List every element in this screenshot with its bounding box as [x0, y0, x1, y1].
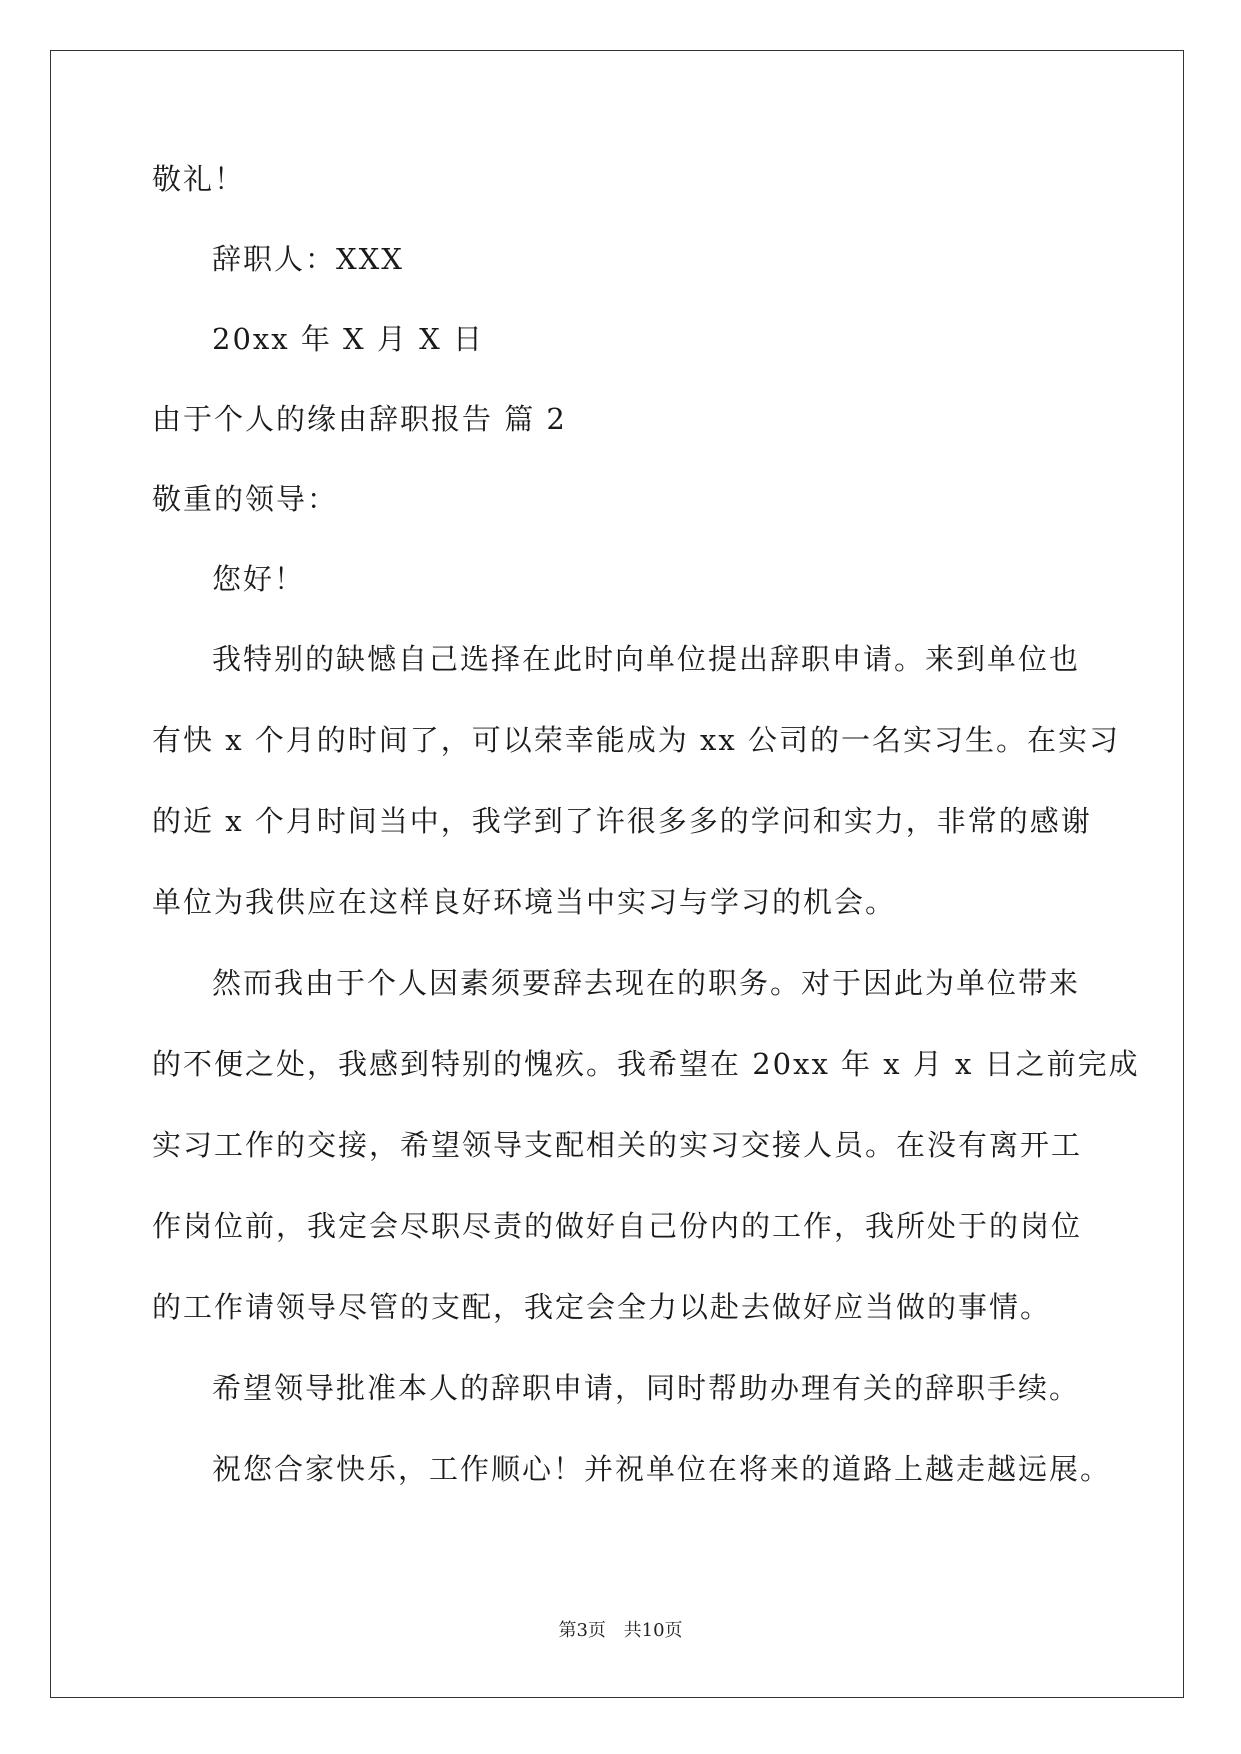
- paragraph-4: [152, 1450, 1112, 1488]
- paragraph-line: 的不便之处，我感到特别的愧疚。我希望在 20xx 年 x 月 x 日之前完成: [152, 1047, 1140, 1081]
- hello-line: 您好！: [212, 562, 306, 596]
- paragraph-line: 有快 x 个月的时间了，可以荣幸能成为 xx 公司的一名实习生。在实习: [152, 723, 1120, 757]
- paragraph-line: 我特别的缺憾自己选择在此时向单位提出辞职申请。来到单位也: [212, 642, 1081, 676]
- closing-salute: 敬礼！: [152, 162, 246, 196]
- page-total: 共10页: [623, 1620, 683, 1641]
- paragraph-line: 的工作请领导尽管的支配，我定会全力以赴去做好应当做的事情。: [152, 1290, 1052, 1324]
- date-line: 20xx 年 X 月 X 日: [212, 322, 484, 356]
- paragraph-line: 祝您合家快乐，工作顺心！并祝单位在将来的道路上越走越远展。: [212, 1452, 1112, 1486]
- document-body: [152, 160, 1140, 1531]
- section-title: 由于个人的缘由辞职报告 篇 2: [152, 402, 567, 436]
- paragraph-2: [152, 964, 1140, 1326]
- paragraph-1: [152, 640, 1120, 921]
- paragraph-3: [152, 1369, 1092, 1407]
- paragraph-line: 实习工作的交接，希望领导支配相关的实习交接人员。在没有离开工: [152, 1128, 1083, 1162]
- greeting-line: 敬重的领导：: [152, 482, 339, 516]
- page-number: 第3页: [558, 1620, 606, 1641]
- paragraph-line: 然而我由于个人因素须要辞去现在的职务。对于因此为单位带来: [212, 966, 1081, 1000]
- paragraph-line: 作岗位前，我定会尽职尽责的做好自己份内的工作，我所处于的岗位: [152, 1209, 1083, 1243]
- paragraph-line: 的近 x 个月时间当中，我学到了许很多多的学问和实力，非常的感谢: [152, 804, 1092, 838]
- page-footer: [0, 1616, 1241, 1642]
- paragraph-line: 单位为我供应在这样良好环境当中实习与学习的机会。: [152, 885, 897, 919]
- signer-line: 辞职人：XXX: [212, 242, 404, 276]
- paragraph-line: 希望领导批准本人的辞职申请，同时帮助办理有关的辞职手续。: [212, 1371, 1081, 1405]
